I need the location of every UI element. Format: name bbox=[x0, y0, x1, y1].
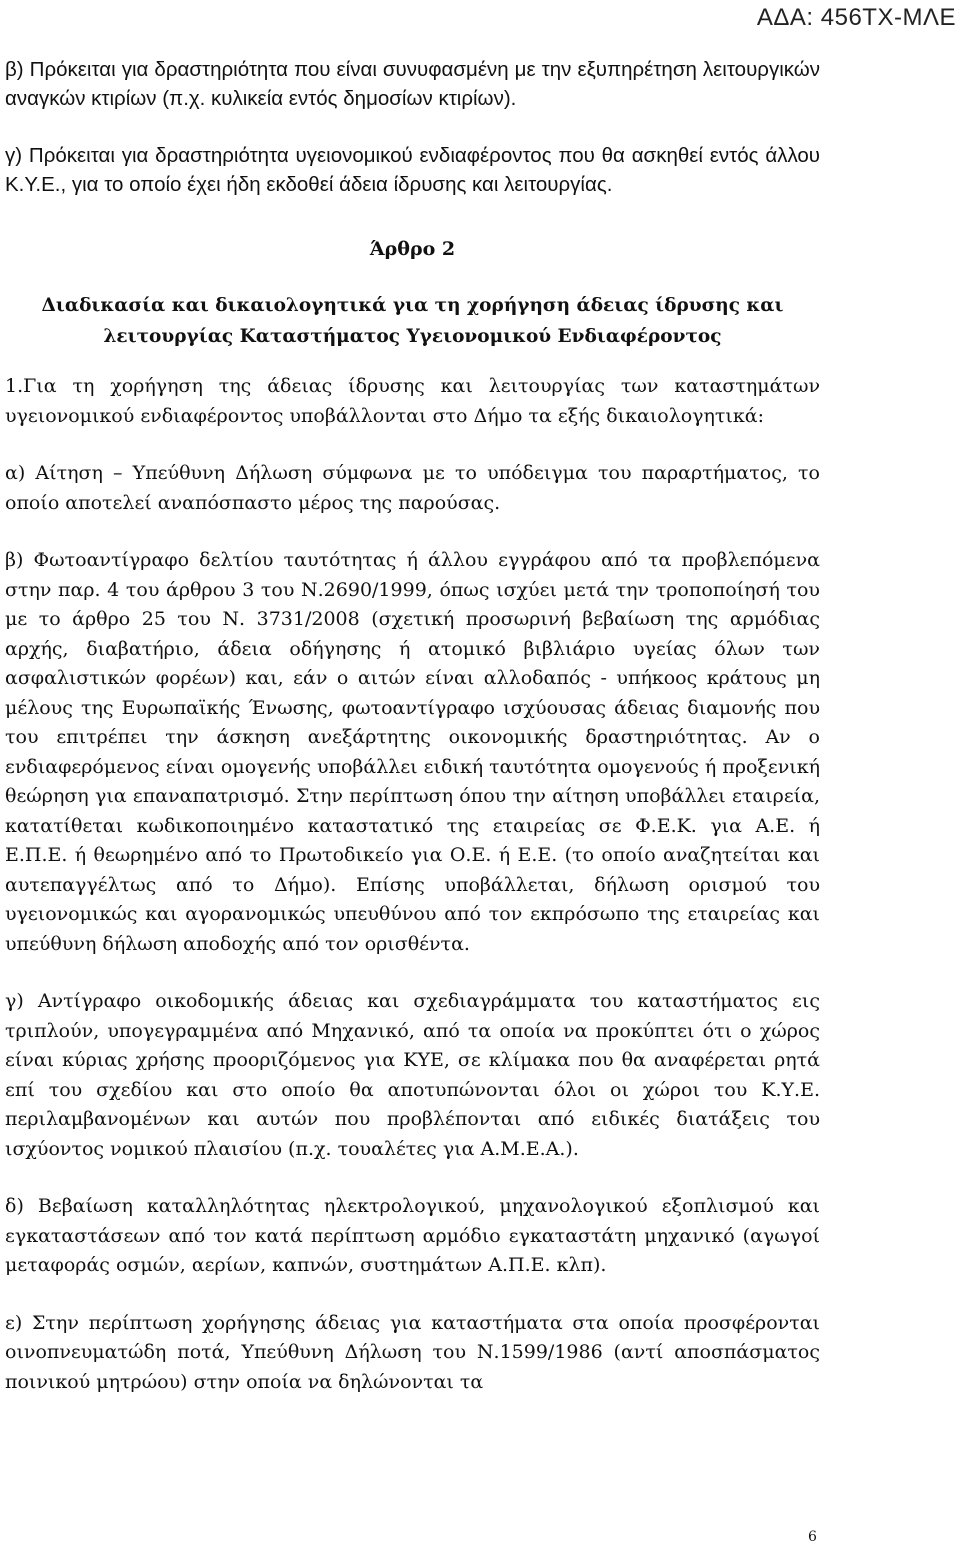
ada-code: ΑΔΑ: 456ΤΧ-ΜΛΕ bbox=[756, 4, 956, 31]
article-item-d: δ) Βεβαίωση καταλληλότητας ηλεκτρολογικού, μηχανολογικού εξοπλισμού και εγκαταστάσεων από τον κατά περίπτωση αρμόδιο εγκαταστάτη μηχανικό (αγωγοί μεταφοράς οσμών, αερίων, καπνών, συστημάτων Α.Π.Ε. κλπ). bbox=[5, 1195, 820, 1276]
article-item-e: ε) Στην περίπτωση χορήγησης άδειας για καταστήματα στα οποία προσφέρονται οινοπνευματώδη ποτά, Υπεύθυνη Δήλωση του Ν.1599/1986 (αντί αποσπάσματος ποινικού μητρώου) στην οποία να δηλώνονται τα bbox=[5, 1311, 820, 1393]
article-item-b: β) Φωτοαντίγραφο δελτίου ταυτότητας ή άλλου εγγράφου από τα προβλεπόμενα στην παρ. 4 του άρθρου 3 του Ν.2690/1999, όπως ισχύει μετά την τροποποίησή του με το άρθρο 25 του Ν. 3731/2008 (σχετική προσωρινή βεβαίωση της αρμόδιας αρχής, διαβατήριο, άδεια οδήγησης ή ατομικό βιβλιάριο υγείας όλων των ασφαλιστικών φορέων) και, εάν ο αιτών είναι αλλοδαπός - υπήκοος κράτους μη μέλους της Ευρωπαϊκής Ένωσης, φωτοαντίγραφο ισχύουσας άδειας διαμονής που του επιτρέπει την άσκηση ανεξάρτητης οικονομικής δραστηριότητας. Αν ο ενδιαφερόμενος είναι ομογενής υποβάλλει ειδική ταυτότητα ομογενούς ή προξενική θεώρηση για επαναπατρισμό. Στην περίπτωση όπου την αίτηση υποβάλλει εταιρεία, κατατίθεται κωδικοποιημένο καταστατικό της εταιρείας σε Φ.Ε.Κ. για Α.Ε. ή Ε.Π.Ε. ή θεωρημένο από το Πρωτοδικείο για Ο.Ε. ή Ε.Ε. (το οποίο αναζητείται και αυτεπαγγέλτως από το Δήμο). Επίσης υποβάλλεται, δήλωση ορισμού του υγειονομικώς και αγορανομικώς υπευθύνου από τον εκπρόσωπο της εταιρείας και υπεύθυνη δήλωση αποδοχής από τον ορισθέντα. bbox=[5, 549, 820, 955]
article-item-c: γ) Αντίγραφο οικοδομικής άδειας και σχεδιαγράμματα του καταστήματος εις τριπλούν, υπογεγραμμένα από Μηχανικό, από τα οποία να προκύπτει ότι ο χώρος είναι κύριας χρήσης προοριζόμενος για ΚΥΕ, σε κλίμακα που θα αναφέρεται ρητά επί του σχεδίου και στο οποίο θα αποτυπώνονται όλοι οι χώροι του Κ.Υ.Ε. περιλαμβανομένων και αυτών που προβλέπονται από ειδικές διατάξεις του ισχύοντος νομικού πλαισίου (π.χ. τουαλέτες για Α.Μ.Ε.Α.). bbox=[5, 990, 820, 1160]
article-item-a: α) Αίτηση – Υπεύθυνη Δήλωση σύμφωνα με το υπόδειγμα του παραρτήματος, το οποίο αποτελεί αναπόσπαστο μέρος της παρούσας. bbox=[5, 462, 820, 514]
intro-item-b: β) Πρόκειται για δραστηριότητα που είναι συνυφασμένη με την εξυπηρέτηση λειτουργικών αναγκών κτιρίων (π.χ. κυλικεία εντός δημοσίων κτιρίων). bbox=[5, 58, 820, 110]
document-body bbox=[5, 55, 820, 1397]
article-paragraph-1: 1.Για τη χορήγηση της άδειας ίδρυσης και λειτουργίας των καταστημάτων υγειονομικού ενδιαφέροντος υποβάλλονται στο Δήμο τα εξής δικαιολογητικά: bbox=[5, 375, 820, 427]
intro-item-c: γ) Πρόκειται για δραστηριότητα υγειονομικού ενδιαφέροντος που θα ασκηθεί εντός άλλου Κ.Υ.Ε., για το οποίο έχει ήδη εκδοθεί άδεια ίδρυσης και λειτουργίας. bbox=[5, 144, 820, 196]
article-title: Άρθρο 2 bbox=[369, 238, 456, 260]
article-subtitle: Διαδικασία και δικαιολογητικά για τη χορήγηση άδειας ίδρυσης και λειτουργίας Καταστήματος Υγειονομικού Ενδιαφέροντος bbox=[41, 295, 784, 347]
page-number: 6 bbox=[808, 1529, 817, 1545]
